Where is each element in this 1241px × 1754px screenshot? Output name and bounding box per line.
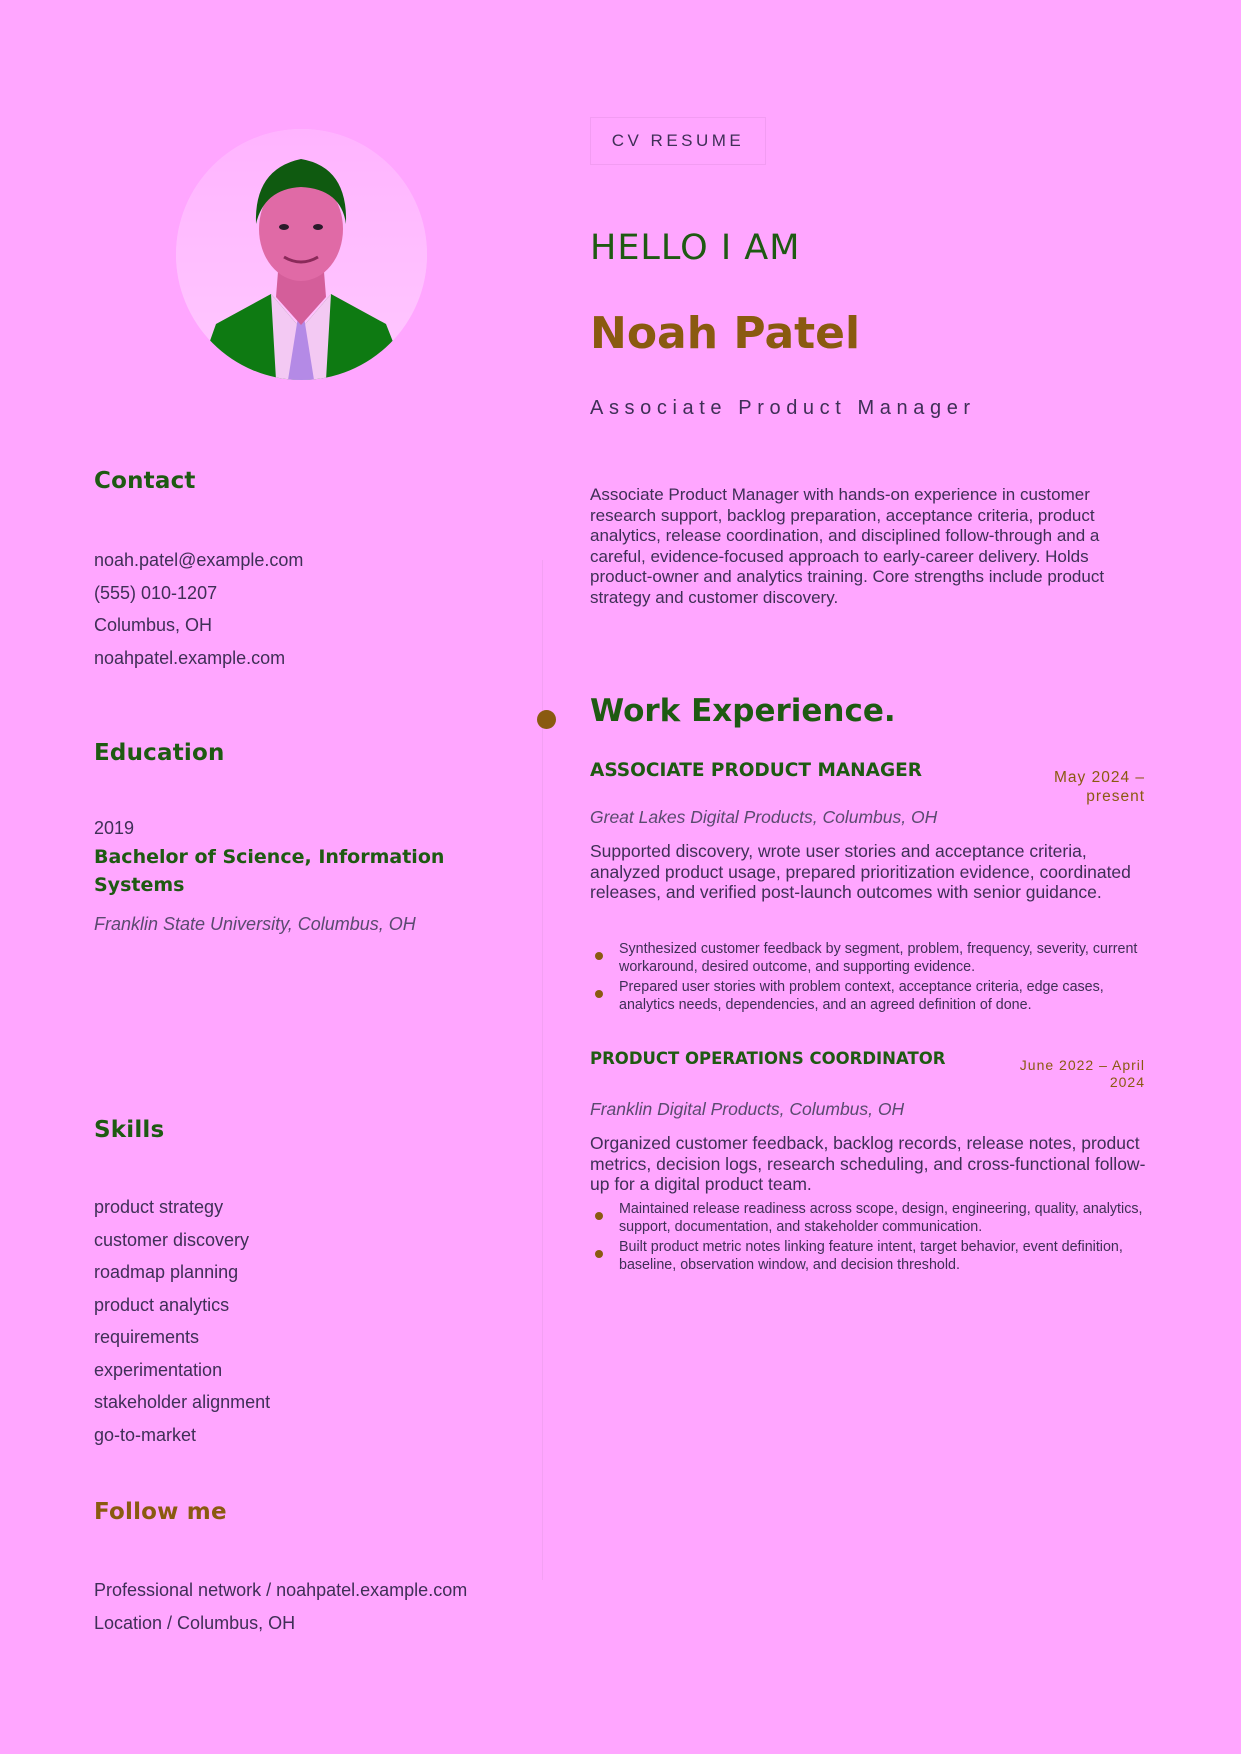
skill-item: product strategy — [94, 1197, 224, 1217]
skill-item: roadmap planning — [94, 1262, 239, 1282]
skill-item: requirements — [94, 1327, 200, 1347]
skills-title: Skills — [94, 1117, 165, 1143]
job-company: Franklin Digital Products, Columbus, OH — [590, 1099, 905, 1119]
contact-phone[interactable]: (555) 010-1207 — [94, 582, 218, 603]
work-experience-title: Work Experience. — [590, 693, 896, 729]
education-school: Franklin State University, Columbus, OH — [94, 914, 416, 934]
cv-badge: CV RESUME — [590, 117, 766, 165]
profile-photo — [176, 129, 427, 380]
greeting: HELLO I AM — [590, 228, 801, 268]
education-title: Education — [94, 740, 225, 766]
follow-location: Location / Columbus, OH — [94, 1612, 296, 1633]
skill-item: customer discovery — [94, 1229, 250, 1250]
job-bullets — [590, 1201, 1150, 1277]
education-year: 2019 — [94, 818, 135, 838]
job-entry — [590, 1049, 1145, 1289]
contact-website[interactable]: noahpatel.example.com — [94, 647, 286, 668]
job-bullets — [590, 941, 1150, 1017]
skill-item: experimentation — [94, 1359, 223, 1380]
profile-summary: Associate Product Manager with hands-on experience in customer research support, backlog preparation, acceptance criteria, product analytics, release coordination, and disciplined follow-through and a careful, evidence-focused approach to early-career delivery. Holds product-owner and analytics training. Core strengths include product strategy and customer discovery. — [590, 485, 1105, 607]
job-bullet: Maintained release readiness across scope, design, engineering, quality, analytics, support, documentation, and stakeholder communication. — [590, 1201, 1150, 1236]
job-entry — [590, 760, 1145, 1020]
contact-title: Contact — [94, 468, 196, 494]
follow-title: Follow me — [94, 1499, 227, 1525]
job-company: Great Lakes Digital Products, Columbus, OH — [590, 807, 938, 827]
job-description: Organized customer feedback, backlog records, release notes, product metrics, decision logs, research scheduling, and cross-functional follow-up for a digital product team. — [590, 1133, 1146, 1194]
follow-list — [94, 1574, 467, 1639]
job-date: May 2024 – present — [1054, 769, 1145, 805]
job-date: June 2022 – April 2024 — [1019, 1057, 1145, 1090]
timeline-dot — [537, 710, 556, 729]
job-role: Associate Product Manager — [590, 397, 976, 419]
follow-network-link[interactable]: Professional network / noahpatel.example.com — [94, 1580, 468, 1600]
job-bullet: Prepared user stories with problem context, acceptance criteria, edge cases, analytics needs, dependencies, and an agreed definition of done. — [590, 979, 1150, 1014]
contact-list — [94, 544, 303, 674]
education-degree: Bachelor of Science, Information Systems — [94, 846, 445, 896]
job-title: PRODUCT OPERATIONS COORDINATOR — [590, 1049, 946, 1068]
skill-item: go-to-market — [94, 1424, 197, 1445]
skill-item: product analytics — [94, 1294, 230, 1315]
person-name: Noah Patel — [590, 308, 861, 359]
contact-email[interactable]: noah.patel@example.com — [94, 550, 304, 570]
job-description: Supported discovery, wrote user stories and acceptance criteria, analyzed product usage, prepared prioritization evidence, coordinated releases, and verified post-launch outcomes with senior guidance. — [590, 841, 1131, 902]
job-title: ASSOCIATE PRODUCT MANAGER — [590, 760, 923, 781]
contact-location: Columbus, OH — [94, 615, 213, 635]
skill-item: stakeholder alignment — [94, 1392, 271, 1412]
job-bullet: Synthesized customer feedback by segment, problem, frequency, severity, current workaround, desired outcome, and supporting evidence. — [590, 941, 1150, 976]
skills-list — [94, 1191, 270, 1451]
job-bullet: Built product metric notes linking feature intent, target behavior, event definition, baseline, observation window, and decision threshold. — [590, 1239, 1150, 1274]
